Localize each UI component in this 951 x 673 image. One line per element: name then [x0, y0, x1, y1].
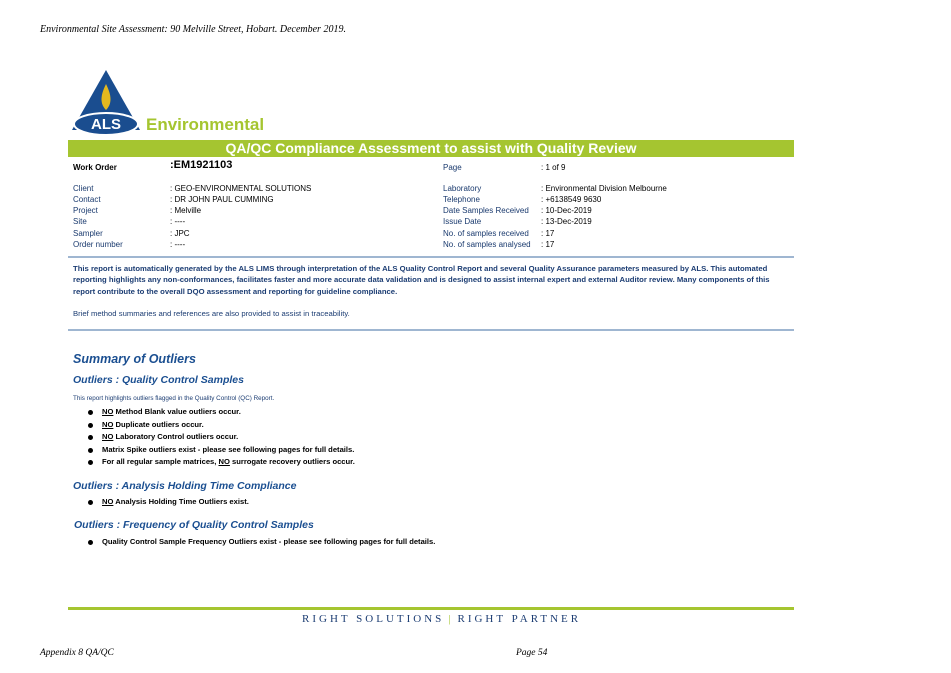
field-label: Project: [73, 206, 98, 215]
intro-paragraph: This report is automatically generated by the ALS LIMS through interpretation of the ALS Quality Control Report and several Quality Assurance parameters measured by ALS. This automated reporting highlights any non-conformances, facilitates faster and more accurate data validation and is designed to assist internal expert and external Auditor review. Many components of this report contribute to the overall DQO assessment and reporting for guideline compliance.: [73, 264, 770, 296]
list-item: For all regular sample matrices, NO surrogate recovery outliers occur.: [88, 456, 355, 469]
field-value: : 10-Dec-2019: [541, 206, 592, 215]
field-label: Site: [73, 217, 87, 226]
field-label: Contact: [73, 195, 101, 204]
brief-note: Brief method summaries and references are also provided to assist in traceability.: [73, 309, 350, 318]
tagline-right: RIGHT PARTNER: [457, 613, 582, 625]
field-value: : GEO-ENVIRONMENTAL SOLUTIONS: [170, 184, 312, 193]
qc-note: This report highlights outliers flagged in the Quality Control (QC) Report.: [73, 395, 275, 402]
field-label: No. of samples analysed: [443, 240, 531, 249]
report-title: QA/QC Compliance Assessment to assist with Quality Review: [225, 140, 637, 156]
qc-outlier-list: [88, 406, 355, 469]
field-value: : Melville: [170, 206, 202, 215]
right-metadata: [443, 162, 793, 252]
field-value: : ----: [170, 217, 186, 226]
list-item: Matrix Spike outliers exist - please see following pages for full details.: [88, 444, 355, 457]
document-header-note: Environmental Site Assessment: 90 Melville Street, Hobart. December 2019.: [40, 24, 346, 35]
field-value: : DR JOHN PAUL CUMMING: [170, 195, 274, 204]
field-value: : 17: [541, 240, 555, 249]
work-order-value: :EM1921103: [170, 159, 233, 171]
field-label: No. of samples received: [443, 229, 529, 238]
field-value: : Environmental Division Melbourne: [541, 184, 667, 193]
qc-samples-heading: Outliers : Quality Control Samples: [73, 374, 244, 386]
field-label: Page: [443, 163, 462, 172]
qc-frequency-heading: Outliers : Frequency of Quality Control Samples: [74, 519, 314, 531]
tagline: [302, 613, 581, 625]
left-metadata: [73, 159, 423, 252]
footer-page-number: Page 54: [516, 648, 548, 658]
divider-bottom: [68, 329, 794, 331]
footer-green-rule: [68, 607, 794, 610]
field-label: Date Samples Received: [443, 206, 529, 215]
field-value: : 17: [541, 229, 555, 238]
qc-frequency-list: [88, 536, 435, 549]
field-value: : ----: [170, 240, 186, 249]
tagline-separator: |: [448, 613, 454, 625]
footer-appendix: Appendix 8 QA/QC: [40, 648, 114, 658]
list-item: NO Laboratory Control outliers occur.: [88, 431, 355, 444]
field-value: : 1 of 9: [541, 163, 566, 172]
field-value: : JPC: [170, 229, 190, 238]
work-order-label: Work Order: [73, 163, 117, 172]
divider-top: [68, 256, 794, 258]
holding-time-list: [88, 496, 249, 509]
logo-wordmark: Environmental: [146, 115, 265, 134]
field-label: Laboratory: [443, 184, 482, 193]
tagline-left: RIGHT SOLUTIONS: [302, 613, 445, 625]
title-band: [68, 140, 794, 157]
field-label: Telephone: [443, 195, 480, 204]
field-label: Issue Date: [443, 217, 482, 226]
field-value: : 13-Dec-2019: [541, 217, 592, 226]
als-logo: [72, 70, 307, 136]
summary-heading: Summary of Outliers: [73, 352, 196, 366]
holding-time-heading: Outliers : Analysis Holding Time Compliance: [73, 480, 297, 492]
field-label: Order number: [73, 240, 123, 249]
list-item: NO Analysis Holding Time Outliers exist.: [88, 496, 249, 509]
list-item: NO Duplicate outliers occur.: [88, 419, 355, 432]
field-value: : +6138549 9630: [541, 195, 602, 204]
als-logo-icon: [72, 70, 307, 136]
list-item: NO Method Blank value outliers occur.: [88, 406, 355, 419]
logo-initials: ALS: [91, 116, 121, 133]
field-label: Client: [73, 184, 94, 193]
list-item: Quality Control Sample Frequency Outliers exist - please see following pages for full details.: [88, 536, 435, 549]
field-label: Sampler: [73, 229, 103, 238]
